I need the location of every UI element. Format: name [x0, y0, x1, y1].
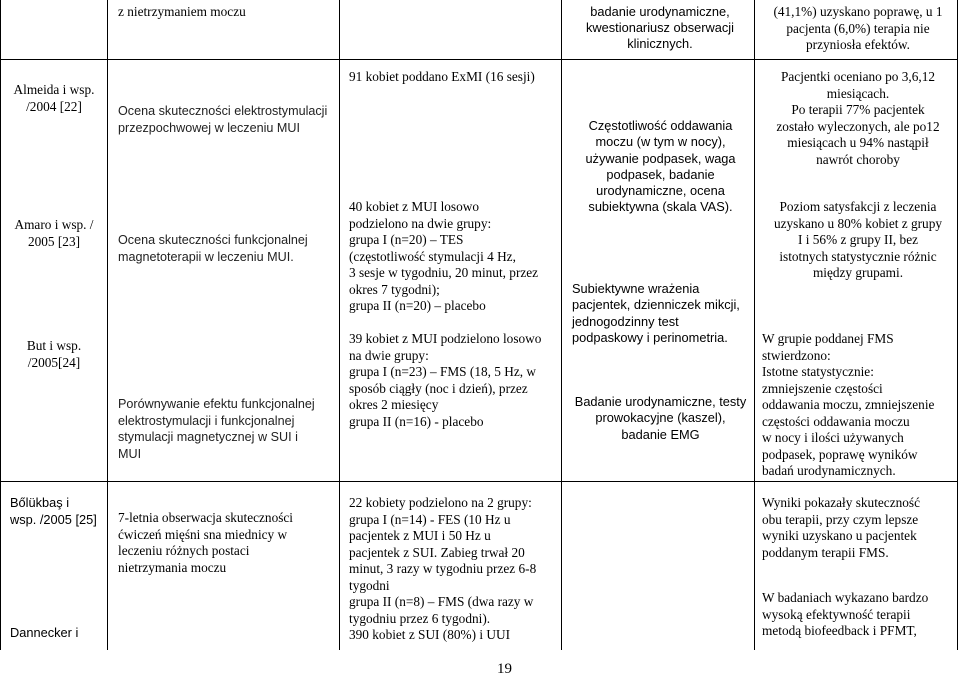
column-divider	[339, 0, 340, 650]
column-divider	[561, 0, 562, 650]
result-text: W badaniach wykazano bardzo wysoką efektywność terapii metodą biofeedback i PFMT,	[762, 590, 929, 638]
method-cell-3	[568, 394, 753, 443]
author-cell-amaro	[4, 217, 104, 250]
column-divider	[754, 0, 755, 650]
result-text: Wyniki pokazały skuteczność obu terapii, przy czym lepsze wyniki uzyskano u pacjentek poddanym terapii FMS.	[762, 495, 920, 560]
result-cell-3	[762, 331, 954, 480]
group-cell-2	[349, 199, 561, 315]
table-border-left	[0, 0, 1, 650]
result-cell-1	[762, 69, 954, 168]
author-text: Dannecker i	[10, 625, 79, 640]
author-cell-almeida	[4, 82, 104, 115]
row-divider	[0, 59, 958, 60]
result-cell-2	[762, 199, 954, 282]
method-text: Badanie urodynamiczne, testy prowokacyjne (kaszel), badanie EMG	[574, 394, 747, 442]
table-border-right	[957, 0, 958, 650]
row-divider	[0, 481, 958, 482]
result-text: Pacjentki oceniano po 3,6,12 miesiącach. Po terapii 77% pacjentek zostało wyleczonych, ale po12 miesiącach u 94% nastąpił nawrót choroby	[776, 69, 940, 167]
group-cell-3	[349, 331, 561, 430]
author-text: Bőlükbaş i wsp. /2005 [25]	[10, 495, 97, 527]
author-text: Amaro i wsp. / 2005 [23]	[14, 217, 94, 249]
topic-text: Porównywanie efektu funkcjonalnej elektrostymulacji i funkcjonalnej stymulacji magnetycznej w SUI i MUI	[118, 397, 315, 461]
author-text: Almeida i wsp. /2004 [22]	[13, 82, 95, 114]
group-cell-bolukbas	[349, 495, 557, 644]
result-cell-bolukbas-1	[762, 495, 954, 561]
topic-text: 7-letnia obserwacja skuteczności ćwiczeń mięśni sna miednicy w leczeniu różnych postaci nietrzymania moczu	[118, 510, 294, 575]
continued-topic-cell	[118, 4, 333, 21]
result-text: W grupie poddanej FMS stwierdzono: Istotne statystycznie: zmniejszenie częstości oddawania moczu, zmniejszenie częstości oddawania moczu w nocy i ilości używanych podpasek, poprawę wyników badań urodynamicznych.	[762, 331, 935, 478]
method-text: Subiektywne wrażenia pacjentek, dzienniczek mikcji, jednogodzinny test podpaskowy i perinometria.	[572, 281, 740, 345]
topic-cell-1	[118, 103, 338, 136]
result-cell-bolukbas-2	[762, 590, 954, 640]
author-cell-but	[4, 338, 104, 371]
topic-cell-2	[118, 232, 338, 265]
author-cell-bolukbas	[10, 495, 102, 528]
column-divider	[107, 0, 108, 650]
group-text: 39 kobiet z MUI podzielono losowo na dwie grupy: grupa I (n=23) – FMS (18, 5 Hz, w sposób ciągły (noc i dzień), przez okres 2 miesięcy grupa II (n=16) - placebo	[349, 331, 542, 429]
continued-methods-cell	[570, 4, 750, 52]
continued-results-text: (41,1%) uzyskano poprawę, u 1 pacjenta (6,0%) terapia nie przyniosła efektów.	[773, 4, 943, 52]
author-cell-dannecker	[10, 625, 102, 642]
topic-text: Ocena skuteczności funkcjonalnej magnetoterapii w leczeniu MUI.	[118, 233, 308, 264]
group-text: 22 kobiety podzielono na 2 grupy: grupa I (n=14) - FES (10 Hz u pacjentek z MUI i 50 Hz u pacjentek z SUI. Zabieg trwał 20 minut, 3 razy w tygodniu przez 6-8 tygodni grupa II (n=8) – FMS (dwa razy w tygodniu przez 6 tygodni). 390 kobiet z SUI (80%) i UUI	[349, 495, 537, 642]
continued-results-cell	[762, 4, 954, 54]
topic-cell-3	[118, 396, 338, 462]
author-text: But i wsp. /2005[24]	[26, 338, 82, 370]
topic-cell-bolukbas	[118, 510, 334, 576]
method-cell-1	[568, 118, 753, 216]
method-cell-2	[572, 281, 754, 346]
topic-text: Ocena skuteczności elektrostymulacji przezpochwowej w leczeniu MUI	[118, 104, 328, 135]
result-text: Poziom satysfakcji z leczenia uzyskano u 80% kobiet z grupy I i 56% z grupy II, bez istotnych statystycznie różnic między grupami.	[773, 199, 943, 280]
continued-topic-text: z nietrzymaniem moczu	[118, 4, 246, 19]
method-text: Częstotliwość oddawania moczu (w tym w nocy), używanie podpasek, waga podpasek, badanie urodynamiczne, ocena subiektywna (skala VAS).	[585, 118, 736, 215]
group-text: 40 kobiet z MUI losowo podzielono na dwie grupy: grupa I (n=20) – TES (częstotliwość stymulacji 4 Hz, 3 sesje w tygodniu, 20 minut, przez okres 7 tygodni); grupa II (n=20) – placebo	[349, 199, 539, 313]
group-text: 91 kobiet poddano ExMI (16 sesji)	[349, 69, 535, 84]
page-number: 19	[497, 661, 512, 677]
continued-methods-text: badanie urodynamiczne, kwestionariusz obserwacji klinicznych.	[586, 4, 734, 51]
group-cell-1	[349, 69, 561, 86]
